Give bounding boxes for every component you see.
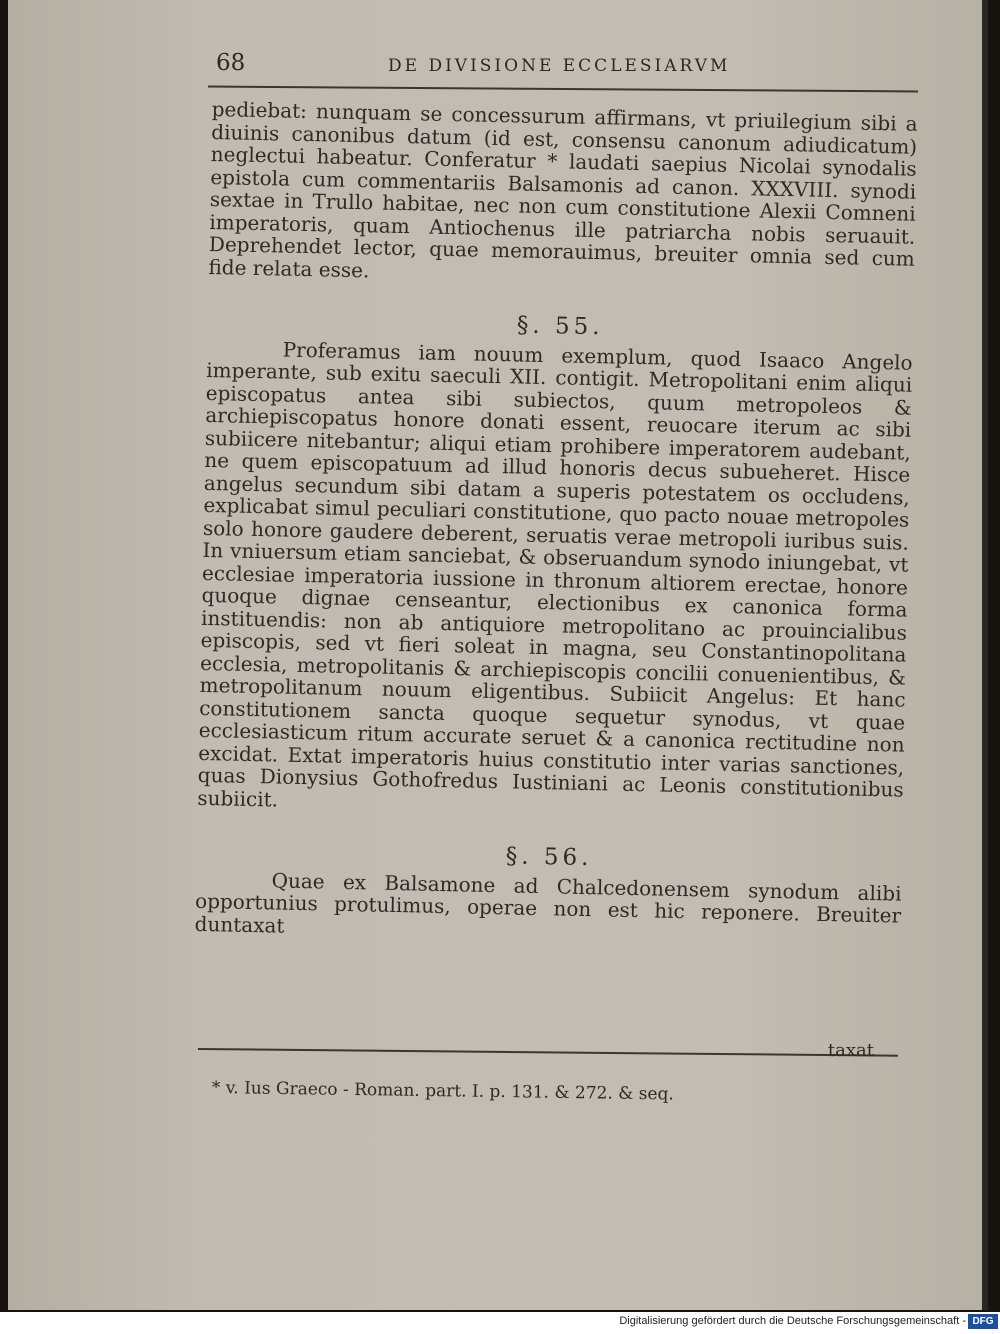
main-text-block [194, 98, 917, 950]
catchword: taxat [827, 1040, 874, 1061]
footnote: * v. Ius Graeco - Roman. part. I. p. 131. & 272. & seq. [211, 1078, 674, 1105]
page-header [216, 50, 916, 90]
funding-credit: Digitalisierung gefördert durch die Deutsche Forschungsgemeinschaft - [619, 1315, 966, 1327]
paragraph-section-56: Quae ex Balsamone ad Chalcedonensem synodum alibi opportunius protulimus, operae non est hic reponere. Breuiter duntaxat [194, 867, 902, 938]
book-page [8, 0, 988, 1310]
page-edge-shadow [982, 0, 988, 1310]
dfg-logo: DFG [968, 1314, 998, 1329]
footnote-rule [198, 1048, 898, 1057]
paragraph-continuation: pediebat: nunquam se concessurum affirmans, vt priuilegium sibi a diuinis canonibus datum (id est, consensu canonum adiudicatum) neglectui habeatur. Conferatur * laudati saepius Nicolai synodalis epistola cum commentariis Balsamonis ad canon. XXXVIII. synodi sextae in Trullo habitae, nec non cum constitutione Alexii Comneni imperatoris, quam Antiochenus ille patriarcha nobis seruauit. Deprehendet lector, quae memorauimus, breuiter omnia sed cum fide relata esse. [208, 97, 918, 282]
page-number: 68 [216, 50, 246, 76]
digitization-footer [0, 1312, 1000, 1334]
section-heading-55: §. 55. [516, 312, 604, 341]
running-title: DE DIVISIONE ECCLESIARVM [388, 56, 731, 76]
section-heading-56: §. 56. [505, 843, 593, 872]
paragraph-section-55: Proferamus iam nouum exemplum, quod Isaaco Angelo imperante, sub exitu saeculi XII. contigit. Metropolitani enim aliqui episcopatus antea sibi subiectos, quum metropoleos & archiepiscopatus honore donati essent, reuocare iterum ac sibi subiicere nitebantur; aliqui etiam prohibere imperatorem audebant, ne quem episcopatuum ad illud honoris decus subueheret. Hisce angelus secundum sibi datam a superis potestatem os occludens, explicabat simul peculiari constitutione, quo pacto nouae metropoles solo honore gaudere deberent, seruatis verae metropoli iuribus suis. In vniuersum etiam sanciebat, & obseruandum synodo iniungebat, vt ecclesiae imperatoria iussione in thronum altiorem erectae, honore quoque dignae censeantur, electionibus ex canonica forma instituendis: non ab antiquiore metropolitano ac prouincialibus episcopis, sed vt fieri soleat in magna, seu Constantinopolitana ecclesia, metropolitanis & archiepiscopis concilii conuenientibus, & metropolitanum nouum eligentibus. Subiicit Angelus: Et hanc constitutionem sancta quoque sequetur synodus, vt quae ecclesiasticum ritum accurate seruet & a canonica rectitudine non excidat. Extat imperatoris huius constitutio inter varias sanctiones, quas Dionysius Gothofredus Iustiniani ac Leonis constitutionibus subiicit. [197, 337, 913, 812]
